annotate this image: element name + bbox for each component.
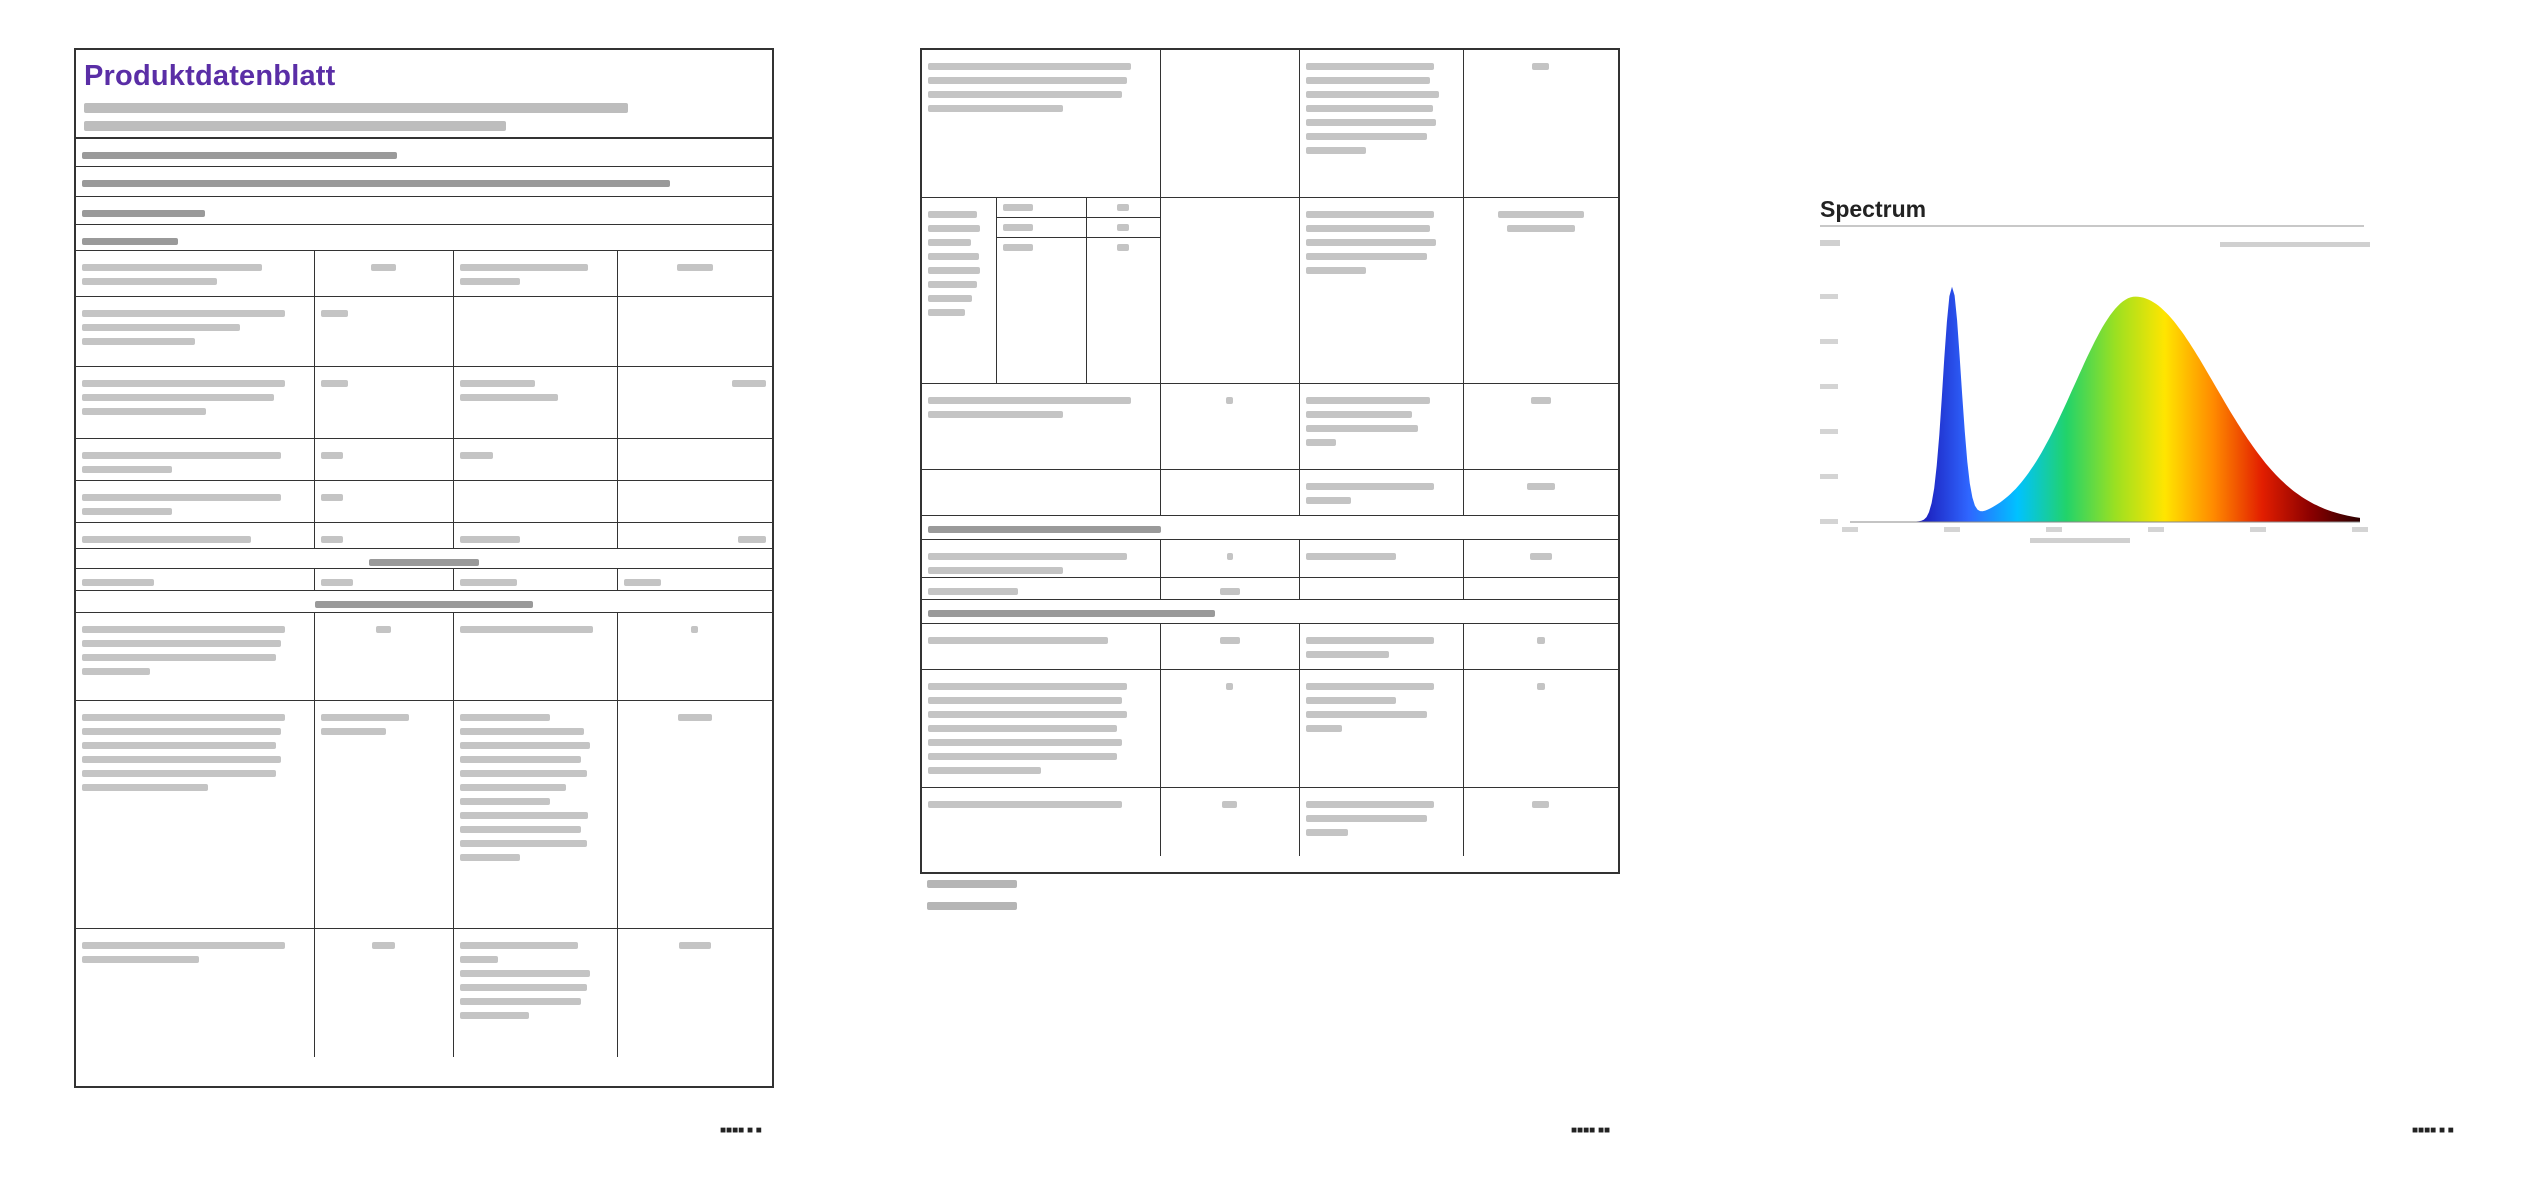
y-tick-label <box>1820 474 1838 479</box>
datasheet-header <box>76 50 772 139</box>
footnote <box>927 880 1017 888</box>
regulation-subtitle-line-2 <box>84 121 506 131</box>
table-row <box>922 540 1618 578</box>
table-row <box>76 197 772 225</box>
footnote <box>927 902 1017 910</box>
x-axis <box>1842 527 2368 532</box>
x-tick-label <box>2148 527 2164 532</box>
table-row <box>76 929 772 1057</box>
regulation-subtitle-line <box>84 103 628 113</box>
y-tick-label <box>1820 339 1838 344</box>
table-row <box>76 167 772 197</box>
table-row <box>76 297 772 367</box>
table-row <box>922 516 1618 540</box>
table-row <box>76 613 772 701</box>
x-tick-label <box>2250 527 2266 532</box>
table-row <box>922 470 1618 516</box>
table-row <box>922 788 1618 856</box>
table-row <box>76 225 772 251</box>
y-tick-label <box>1820 294 1838 299</box>
table-row <box>76 139 772 167</box>
x-tick-label <box>1842 527 1858 532</box>
y-tick-label <box>1820 519 1838 524</box>
table-row <box>922 384 1618 470</box>
page-number: ■■■■ ■■ <box>1571 1125 1611 1136</box>
datasheet-table-page-2 <box>920 48 1620 874</box>
table-row <box>76 481 772 523</box>
spectrum-page <box>1694 0 2542 1200</box>
table-row <box>76 367 772 439</box>
page-number: ■■■■ ■ ■ <box>720 1125 762 1136</box>
table-row <box>922 578 1618 600</box>
table-row <box>76 439 772 481</box>
table-row <box>76 569 772 591</box>
footnotes <box>927 880 1017 924</box>
table-row <box>922 624 1618 670</box>
table-row <box>76 251 772 297</box>
table-row <box>76 591 772 613</box>
datasheet-table-page-1 <box>74 48 774 1088</box>
y-tick-label <box>1820 429 1838 434</box>
datasheet-page-1 <box>0 0 847 1200</box>
chart-unit-label <box>1820 240 1840 246</box>
table-row <box>922 670 1618 788</box>
table-row <box>76 523 772 549</box>
table-row <box>922 600 1618 624</box>
spectrum-chart <box>1820 232 2380 552</box>
x-tick-label <box>1944 527 1960 532</box>
spectrum-title: Spectrum <box>1820 196 1927 222</box>
page-number: ■■■■ ■ ■ <box>2412 1125 2454 1136</box>
datasheet-page-2 <box>847 0 1694 1200</box>
spectrum-svg <box>1820 232 2380 552</box>
table-row <box>922 50 1618 198</box>
y-tick-label <box>1820 384 1838 389</box>
table-row <box>922 198 1618 384</box>
chart-header-label <box>2220 242 2370 247</box>
spectrum-area <box>1850 287 2360 522</box>
table-row <box>76 701 772 929</box>
x-axis-label <box>2030 538 2130 543</box>
document-title: Produktdatenblatt <box>84 60 336 92</box>
y-axis <box>1820 294 1838 524</box>
x-tick-label <box>2352 527 2368 532</box>
x-tick-label <box>2046 527 2062 532</box>
spectrum-title-rule <box>1820 225 2364 227</box>
table-row <box>76 549 772 569</box>
